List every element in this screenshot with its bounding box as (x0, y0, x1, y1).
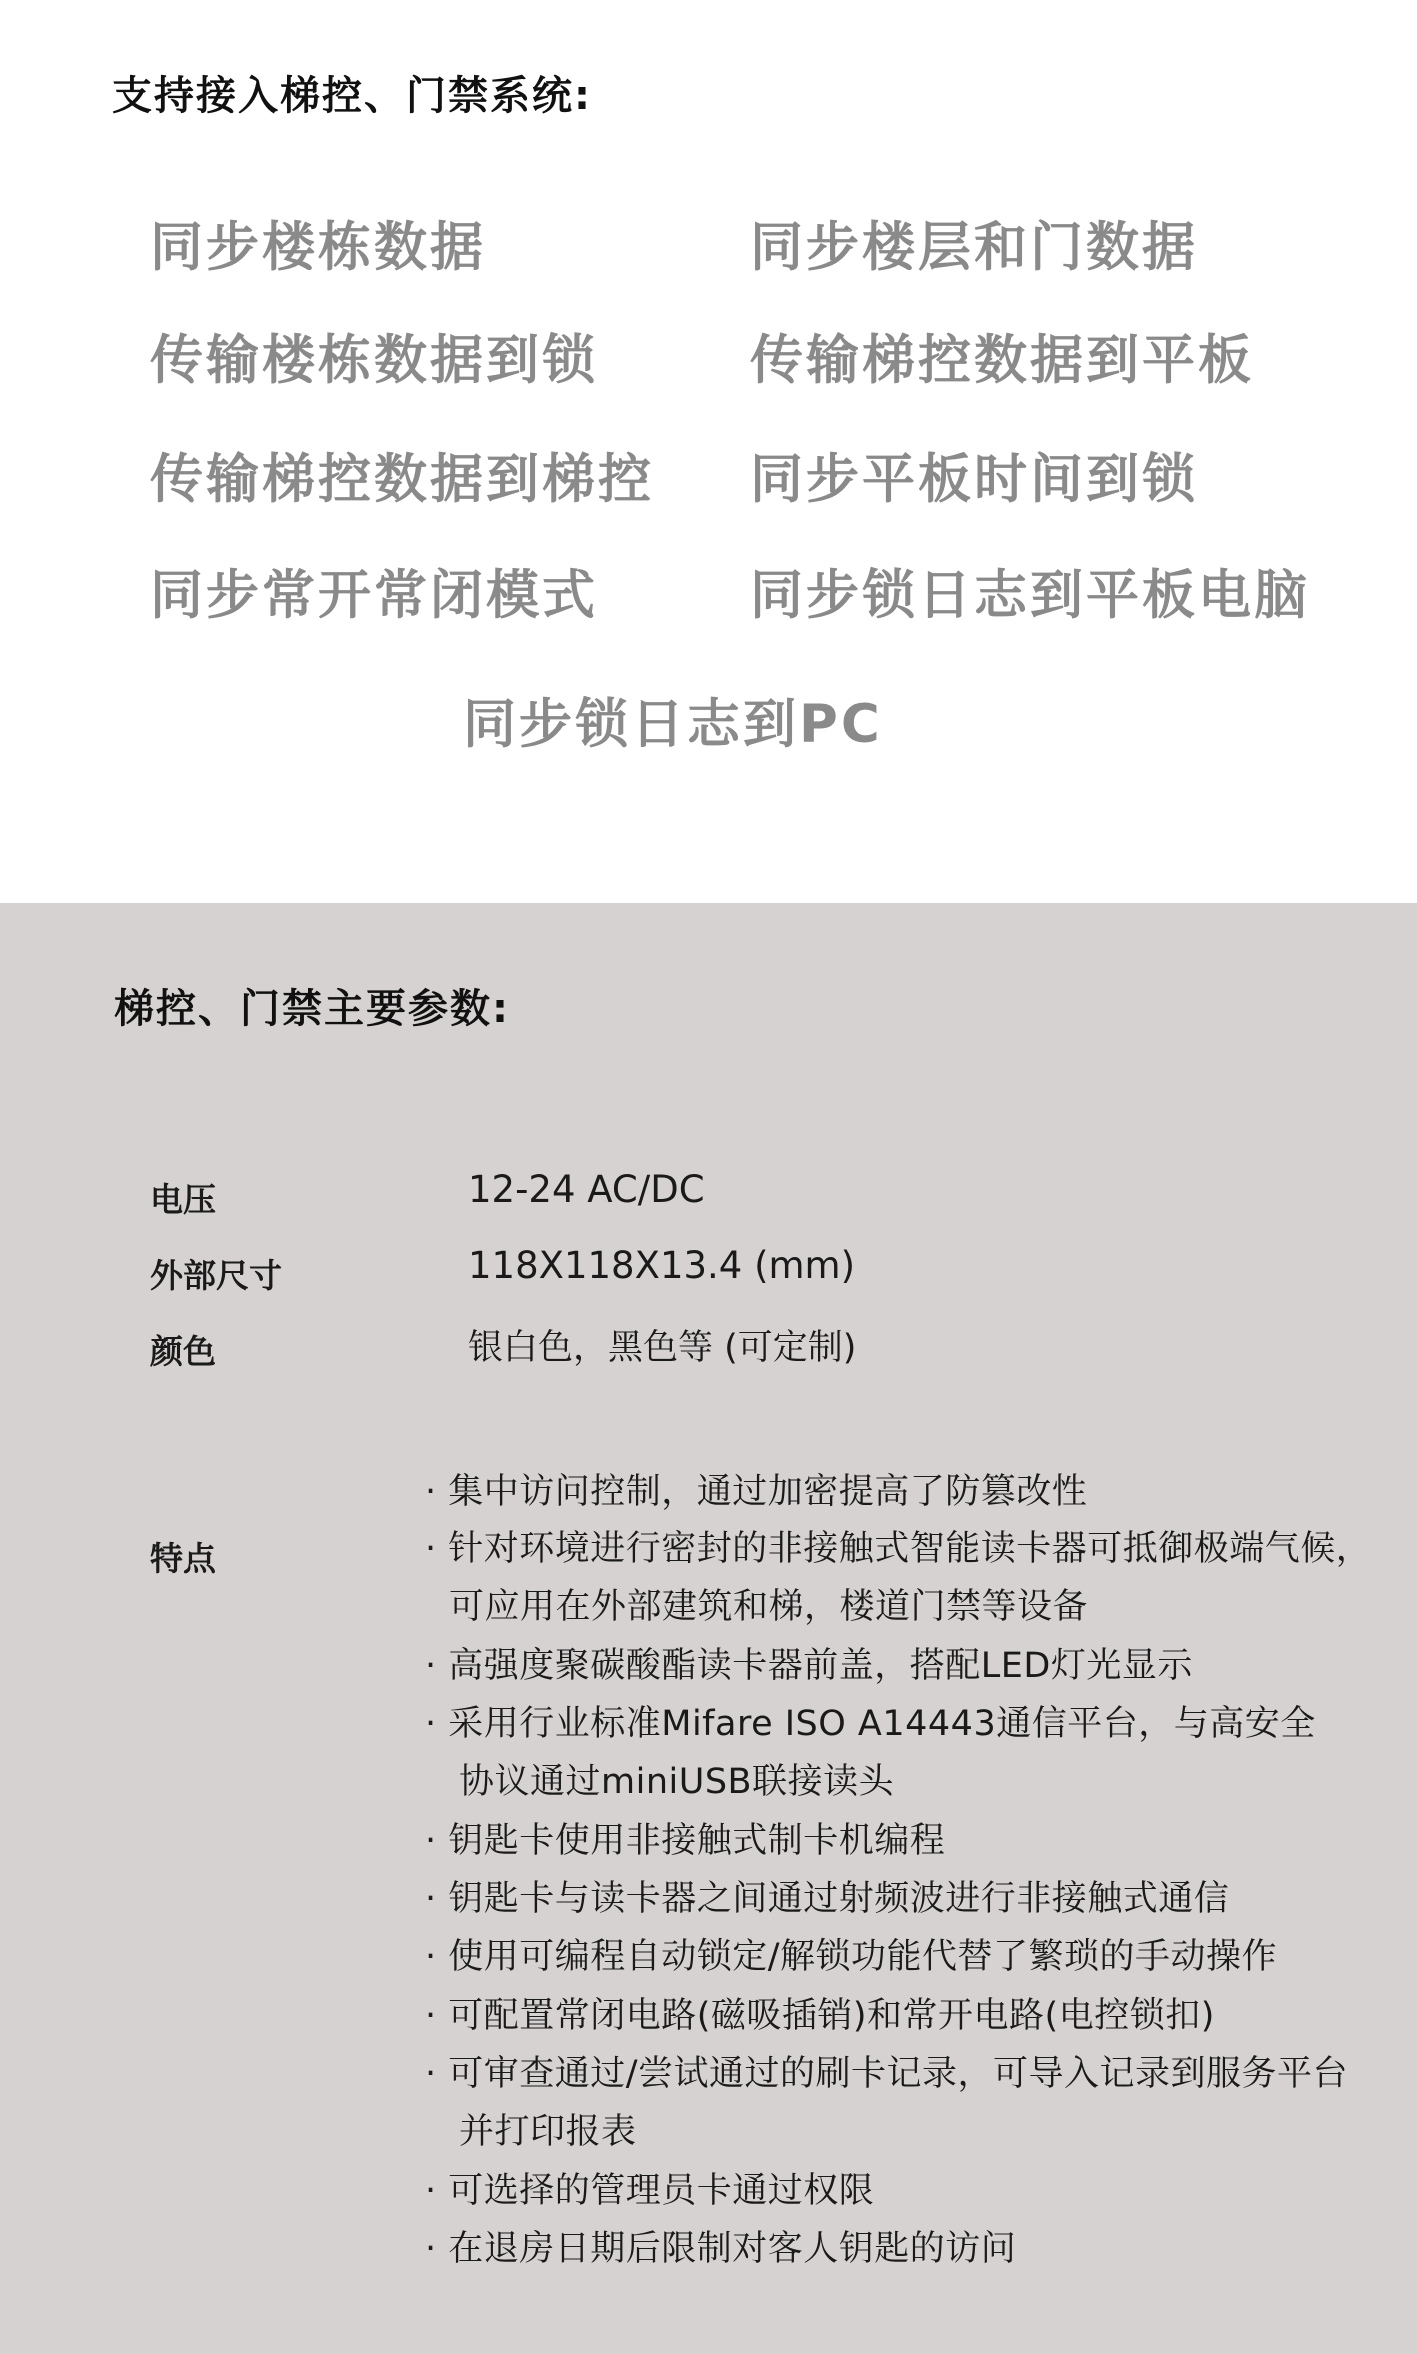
feature-line: · 可配置常闭电路(磁吸插销)和常开电路(电控锁扣) (425, 1996, 1215, 2036)
feature-line: · 针对环境进行密封的非接触式智能读卡器可抵御极端气候， (425, 1529, 1372, 1569)
spec-label-dimensions: 外部尺寸 (150, 1256, 282, 1295)
feature-item: 同步常开常闭模式 (150, 565, 598, 626)
feature-item: 同步平板时间到锁 (750, 449, 1198, 510)
parameters-section (0, 903, 1417, 2354)
feature-line: · 钥匙卡使用非接触式制卡机编程 (425, 1821, 946, 1861)
feature-item: 传输楼栋数据到锁 (150, 330, 598, 391)
feature-line: · 采用行业标准Mifare ISO A14443通信平台，与高安全 (425, 1704, 1316, 1744)
feature-item: 同步楼层和门数据 (750, 217, 1198, 278)
access-system-section (0, 0, 1417, 903)
feature-line: · 可审查通过/尝试通过的刷卡记录，可导入记录到服务平台 (425, 2054, 1349, 2094)
feature-line: 可应用在外部建筑和梯，楼道门禁等设备 (449, 1587, 1089, 1627)
feature-line: · 可选择的管理员卡通过权限 (425, 2171, 875, 2211)
feature-line: 协议通过miniUSB联接读头 (459, 1762, 895, 1802)
feature-line: · 钥匙卡与读卡器之间通过射频波进行非接触式通信 (425, 1879, 1230, 1919)
feature-item: 同步锁日志到PC (463, 694, 883, 755)
feature-line: 并打印报表 (459, 2112, 637, 2152)
section-heading: 支持接入梯控、门禁系统: (112, 73, 592, 119)
feature-item: 同步楼栋数据 (150, 217, 486, 278)
feature-item: 同步锁日志到平板电脑 (750, 565, 1310, 626)
feature-line: · 在退房日期后限制对客人钥匙的访问 (425, 2229, 1017, 2269)
spec-value-color: 银白色，黑色等 (可定制) (468, 1328, 857, 1368)
spec-value-dimensions: 118X118X13.4 (mm) (468, 1244, 856, 1287)
feature-line: · 使用可编程自动锁定/解锁功能代替了繁琐的手动操作 (425, 1937, 1278, 1977)
spec-label-features: 特点 (150, 1539, 216, 1578)
spec-label-voltage: 电压 (150, 1180, 216, 1219)
section-heading: 梯控、门禁主要参数: (114, 986, 510, 1032)
feature-item: 传输梯控数据到梯控 (150, 449, 654, 510)
spec-label-color: 颜色 (150, 1332, 216, 1371)
feature-line: · 集中访问控制，通过加密提高了防篡改性 (425, 1472, 1088, 1512)
feature-item: 传输梯控数据到平板 (750, 330, 1254, 391)
feature-line: · 高强度聚碳酸酯读卡器前盖，搭配LED灯光显示 (425, 1646, 1193, 1686)
spec-value-voltage: 12-24 AC/DC (468, 1168, 705, 1211)
